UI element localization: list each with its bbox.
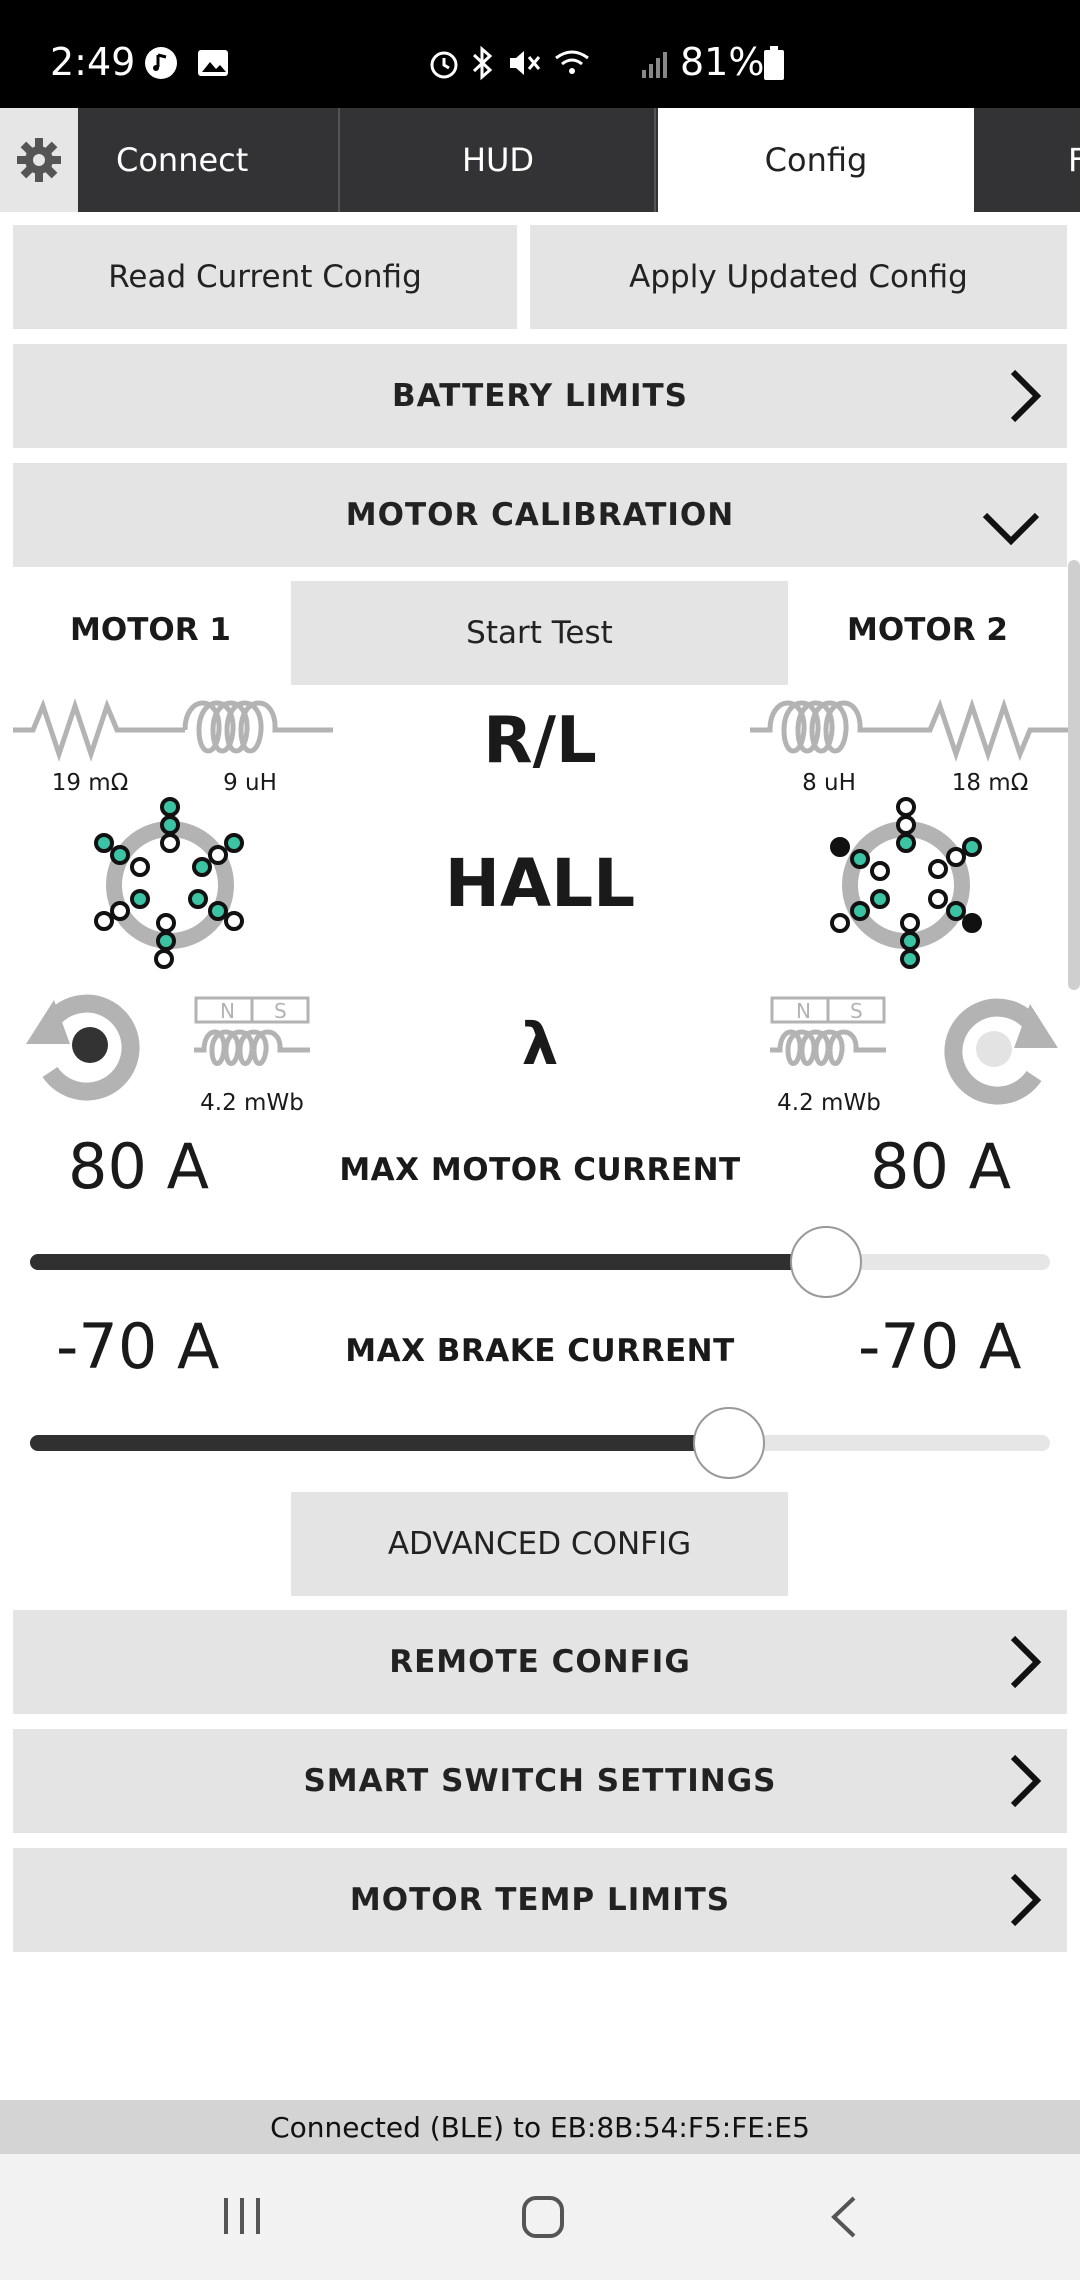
home-icon[interactable] [520,2194,566,2240]
connection-status: Connected (BLE) to EB:8B:54:F5:FE:E5 [0,2100,1080,2154]
chevron-right-icon [1005,1753,1045,1809]
motor1-max-current: 80 A [68,1130,210,1203]
max-brake-current-label: MAX BRAKE CURRENT [345,1333,735,1369]
gear-icon [15,136,63,184]
inductor-resistor-icon [750,700,1070,760]
resistor-inductor-icon [13,700,333,760]
tab-config[interactable]: Config [658,108,974,212]
chevron-down-icon [981,507,1041,547]
motor-calibration-label: MOTOR CALIBRATION [345,497,735,533]
music-icon [144,46,178,80]
motor1-resistance: 19 mΩ [51,770,129,796]
tab-bar [0,108,1087,212]
read-config-button[interactable]: Read Current Config [13,225,517,329]
smart-switch-label: SMART SWITCH SETTINGS [303,1763,777,1799]
hall-sensor-icon [90,795,250,975]
magnet-south-label: S [274,999,287,1023]
rotate-cw-icon [934,994,1058,1104]
motor2-flux-linkage: 4.2 mWb [777,1090,881,1116]
magnet-north-label: N [796,999,811,1023]
magnet-south-label: S [850,999,863,1023]
rl-test-label: R/L [483,704,597,778]
bluetooth-icon [468,46,496,80]
battery-limits-label: BATTERY LIMITS [392,378,688,414]
settings-tab[interactable] [0,108,78,212]
hall-sensor-icon [826,795,986,975]
alarm-icon [426,46,462,80]
max-motor-current-label: MAX MOTOR CURRENT [339,1152,741,1188]
chevron-right-icon [1005,1872,1045,1928]
motor-temp-limits-label: MOTOR TEMP LIMITS [349,1882,731,1918]
hall-test-label: HALL [444,845,636,922]
scrollbar[interactable] [1068,560,1080,990]
signal-icon [596,46,672,80]
tab-overflow[interactable]: F [1068,141,1087,179]
magnet-icon [768,996,888,1068]
slider-fill [30,1435,729,1451]
status-time: 2:49 [50,40,136,84]
motor2-brake-current: -70 A [858,1310,1022,1383]
remote-config-section[interactable] [13,1610,1067,1714]
status-bar [0,0,1080,108]
apply-config-button[interactable]: Apply Updated Config [530,225,1067,329]
battery-icon [762,46,786,82]
motor2-max-current: 80 A [870,1130,1012,1203]
chevron-right-icon [1005,368,1045,424]
recents-icon[interactable] [220,2196,264,2236]
motor2-resistance: 18 mΩ [951,770,1029,796]
remote-config-label: REMOTE CONFIG [389,1644,691,1680]
max-motor-current-slider[interactable] [30,1254,1050,1270]
tab-hud[interactable]: HUD [342,108,656,212]
motor1-inductance: 9 uH [223,770,277,796]
rotate-ccw-icon [26,990,150,1100]
battery-percent: 81% [680,40,765,84]
system-nav-bar [0,2154,1080,2280]
magnet-north-label: N [220,999,235,1023]
image-icon [196,46,230,80]
back-icon[interactable] [826,2194,862,2240]
wifi-icon [552,46,592,80]
motor1-brake-current: -70 A [56,1310,220,1383]
lambda-test-label: λ [521,1010,559,1078]
motor1-flux-linkage: 4.2 mWb [200,1090,304,1116]
slider-thumb[interactable] [693,1407,765,1479]
motor2-label: MOTOR 2 [847,612,1008,648]
start-test-button[interactable]: Start Test [291,581,788,685]
motor-calibration-section[interactable] [13,463,1067,567]
tab-connect[interactable]: Connect [78,108,340,212]
motor-temp-limits-section[interactable] [13,1848,1067,1952]
chevron-right-icon [1005,1634,1045,1690]
motor2-inductance: 8 uH [802,770,856,796]
mute-icon [506,46,542,80]
max-brake-current-slider[interactable] [30,1435,1050,1451]
slider-fill [30,1254,826,1270]
smart-switch-section[interactable] [13,1729,1067,1833]
advanced-config-button[interactable]: ADVANCED CONFIG [291,1492,788,1596]
motor1-label: MOTOR 1 [70,612,231,648]
slider-thumb[interactable] [790,1226,862,1298]
battery-limits-section[interactable] [13,344,1067,448]
magnet-icon [192,996,312,1068]
